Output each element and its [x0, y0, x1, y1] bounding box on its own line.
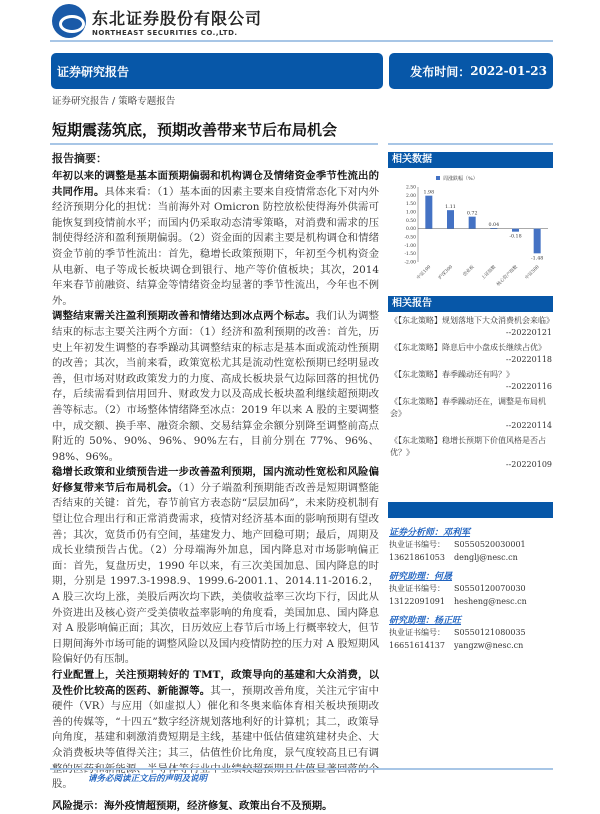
y-tick-label: -1.50	[404, 252, 416, 258]
data-label: -1.48	[531, 256, 544, 262]
paragraph-body: 具体来看：（1）基本面的因素主要来自疫情常态化下对内外经济预期分化的担忧：当前海外对 Omicron 防控放松使得海外供需可能恢复到疫情前水平；而国内仍采取动态清零策略，对消费和需求的压制使得经济和盈利预期偏弱。（2）资金面的因素主要是机构调仓和情绪资金节前的季节性流出：首先，稳增长政策预期下，年初至今机构资金从电新、电子等成长板块调仓到银行、地产等价值板块；其次，2014 年来春节前融资、结算金等情绪资金均显著的季节性流出，今年也不例外。	[52, 185, 379, 307]
cert-number: S0550120070030	[454, 584, 526, 593]
y-tick-label: -1.00	[404, 243, 416, 249]
analyst-contact	[389, 551, 554, 564]
paragraph-body: 我们认为调整结束的标志主要关注两个方面：（1）经济和盈利预期的改善：首先，历史上年初发生调整的春季躁动其调整结束的标志是基本面或流动性预期的改善；其次，当前来看，政策宽松尤其是流动性宽松预期已经明显改善，但市场对财政政策发力的力度、高成长板块景气边际回落的担忧仍存，后续需看到信用回升、财政发力以及高成长板块盈利继续超预期改善等标志。（2）市场整体情绪降至冰点：2019 年以来 A 股的主要调整中，成交额、换手率、融资余额、交易结算金余额分别降至调整前高点附近的 50%、90%、96%、90%左右，目前分别在 77%、96%、98%、96%。	[52, 310, 380, 463]
analyst-item	[389, 525, 554, 564]
report-title[interactable]: 《【东北策略】春季躁动还在，调整是布局机会》	[390, 397, 546, 418]
page-title: 短期震荡筑底，预期改善带来节后布局机会	[52, 121, 338, 139]
analyst-cert	[389, 626, 554, 639]
publish-date: 2022-01-23	[470, 64, 547, 78]
related-report-item[interactable]	[390, 315, 552, 339]
publish-date-bar	[389, 53, 553, 89]
analyst-list	[389, 520, 554, 652]
bar	[534, 229, 541, 254]
footer-divider	[50, 768, 553, 770]
report-summary	[52, 150, 379, 814]
data-label: -0.18	[509, 234, 522, 240]
related-data-heading: 相关数据	[388, 152, 553, 168]
analyst-email[interactable]: hesheng@nesc.cn	[454, 597, 527, 606]
bar	[469, 217, 476, 229]
data-label: 1.11	[445, 205, 456, 211]
breadcrumb: 证券研究报告 / 策略专题报告	[52, 96, 176, 107]
bar	[512, 229, 519, 232]
y-tick-label: 0.00	[405, 227, 416, 233]
x-tick-label: 创业板	[462, 264, 476, 278]
analyst-name: 研究助理：杨正旺	[389, 616, 462, 626]
publish-label: 发布时间：	[410, 64, 471, 79]
report-title[interactable]: 《【东北策略】降息后中小盘成长继续占优》	[390, 343, 546, 352]
header-divider	[50, 40, 553, 42]
analyst-name: 证券分析师：邓利军	[389, 528, 471, 538]
summary-paragraph	[52, 465, 379, 668]
paragraph-lead: 调整结束需关注盈利预期改善和情绪达到冰点两个标志。	[52, 310, 316, 323]
analyst-phone: 16651614137	[389, 641, 445, 650]
y-tick-label: 1.50	[405, 202, 416, 208]
analyst-contact	[389, 595, 554, 608]
report-title[interactable]: 《【东北策略】规划落地下大众消费机会来临》	[390, 316, 554, 325]
risk-warning	[52, 799, 379, 814]
report-title[interactable]: 《【东北策略】稳增长预期下价值风格是否占优？》	[390, 436, 546, 457]
paragraph-lead: 年初以来的调整是基本面预期偏弱和机构调仓及情绪资金季节性流出的共同作用。	[52, 170, 379, 198]
analyst-bar	[388, 502, 553, 518]
analyst-name: 研究助理：何晟	[389, 572, 453, 582]
legend-label: 周涨跌幅（%）	[443, 176, 478, 182]
paragraph-lead: 行业配置上，关注预期转好的 TMT，政策导向的基建和大众消费，以及性价比较高的医药、新能源等。	[52, 669, 379, 697]
weekly-change-chart	[388, 172, 553, 292]
company-name-cn: 东北证券股份有限公司	[92, 8, 263, 28]
related-report-item[interactable]	[390, 369, 552, 393]
analyst-cert	[389, 582, 554, 595]
analyst-item	[389, 613, 554, 652]
y-tick-label: -2.00	[404, 260, 416, 266]
y-tick-label: 1.00	[405, 210, 416, 216]
report-date: --20220114	[505, 421, 552, 430]
cert-label: 执业证书编号：	[389, 540, 445, 549]
bar	[447, 210, 454, 229]
related-report-item[interactable]	[390, 342, 552, 366]
legend-swatch	[436, 176, 440, 180]
y-tick-label: 0.50	[405, 218, 416, 224]
paragraph-lead: 稳增长政策和业绩预告进一步改善盈利预期，国内流动性宽松和风险偏好修复带来节后布局机会。	[52, 466, 379, 494]
report-date: --20220116	[505, 382, 552, 391]
risk-text: 风险提示：海外疫情超预期，经济修复、政策出台不及预期。	[52, 799, 333, 812]
report-date: --20220121	[505, 328, 552, 337]
x-tick-label: 中证100	[416, 264, 433, 281]
analyst-phone: 13122091091	[389, 597, 445, 606]
y-tick-label: 2.00	[405, 193, 416, 199]
analyst-phone: 13621861053	[389, 553, 445, 562]
x-tick-label: 上证指数	[480, 264, 498, 282]
report-date: --20220118	[505, 355, 552, 364]
paragraph-body: （1）分子端盈利预期能否改善是短期调整能否结束的关键：首先，春节前官方表态防“层层加码”，未来防疫机制有望让位合理出行和正常消费需求，疫情对经济基本面的影响预期有望改善；其次，宽货币仍有空间，基建发力、地产回稳可期；最后，周期及成长业绩预告占优。（2）分母端海外加息，国内降息对市场影响偏正面：首先，复盘历史，1990 年以来，有三次美国加息、国内降息的时期，分别是 1997.3-1998.9、1999.6-2001.1、2014.11-2016.2，A 股三次均上涨，美股后两次均下跌，美债收益率三次均下行，因此从外资进出及核心资产受美债收益率影响的角度看，美国加息、国内降息对 A 股影响偏正面；其次，日历效应上春节后市场上行概率较大，但节日期间海外市场可能的调整风险以及国内疫情防控的压力对 A 股短期风险偏好仍有压制。	[52, 481, 379, 666]
summary-paragraph	[52, 169, 379, 309]
summary-paragraph	[52, 309, 379, 465]
cert-number: S0550121080035	[454, 628, 526, 637]
analyst-email[interactable]: denglj@nesc.cn	[454, 553, 518, 562]
report-type: 证券研究报告	[57, 64, 130, 79]
report-date: --20220109	[505, 460, 552, 469]
bar	[490, 228, 497, 229]
x-tick-label: 核心资产指数	[496, 264, 519, 288]
analyst-item	[389, 569, 554, 608]
right-divider	[388, 143, 553, 145]
data-label: 0.72	[466, 211, 478, 217]
cert-number: S0550520030001	[454, 540, 526, 549]
data-label: 0.04	[488, 223, 500, 228]
y-tick-label: -0.50	[404, 235, 416, 241]
related-reports-list	[390, 315, 552, 474]
related-report-item[interactable]	[390, 396, 552, 432]
paragraph-body: 其一，预期改善角度，关注元宇宙中硬件（VR）与应用（如虚拟人）催化和冬奥来临体育相关板块预期改善的传媒等，“十四五”数字经济规划落地利好的计算机；其二，政策导向角度，基建和刺激消费短期是主线，基建中低估值建筑建材央企、大众消费板块等值得关注；其三，估值性价比角度，景气度较高且已有调 股。	[52, 684, 380, 791]
company-name-en: NORTHEAST SECURITIES CO.,LTD.	[92, 28, 238, 37]
bar	[425, 196, 432, 229]
data-label: 1.98	[423, 190, 435, 196]
x-tick-label: 沪深300	[437, 264, 454, 281]
report-title[interactable]: 《【东北策略】春季躁动还有吗？》	[390, 370, 514, 379]
disclaimer-note: 请务必阅读正文后的声明及说明	[88, 774, 208, 784]
report-type-bar	[51, 53, 383, 89]
y-tick-label: 2.50	[405, 185, 416, 191]
analyst-email[interactable]: yangzw@nesc.cn	[454, 641, 524, 650]
left-divider	[50, 143, 378, 145]
cert-label: 执业证书编号：	[389, 584, 445, 593]
related-reports-heading: 相关报告	[388, 296, 553, 312]
summary-heading: 报告摘要：	[52, 152, 107, 165]
analyst-cert	[389, 538, 554, 551]
logo-icon	[52, 4, 86, 38]
cert-label: 执业证书编号：	[389, 628, 445, 637]
related-report-item[interactable]	[390, 435, 552, 471]
company-logo	[52, 4, 262, 38]
x-tick-label: 中证500	[524, 264, 541, 281]
analyst-contact	[389, 639, 554, 652]
